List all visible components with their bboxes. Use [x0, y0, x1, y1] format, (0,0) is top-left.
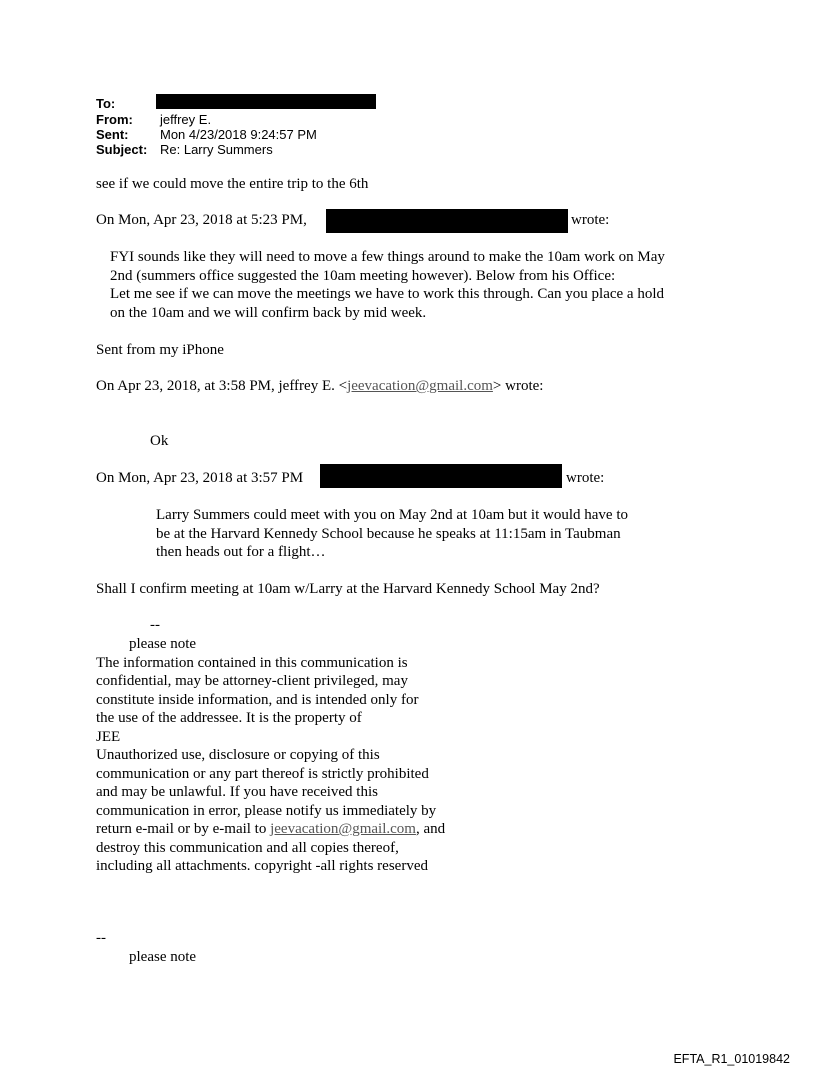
disclaimer-line: confidential, may be attorney-client privileged, may	[96, 673, 408, 689]
reply-line: see if we could move the entire trip to the 6th	[96, 176, 369, 192]
signature-dashes: --	[150, 617, 160, 633]
disclaimer-email-prefix: return e-mail or by e-mail to	[96, 821, 271, 837]
quote1-line: FYI sounds like they will need to move a few things around to make the 10am work on May	[110, 249, 665, 265]
sent-label: Sent:	[96, 127, 129, 142]
disclaimer-line: Unauthorized use, disclosure or copying of this	[96, 747, 380, 763]
quote1-line: 2nd (summers office suggested the 10am meeting however). Below from his Office:	[110, 267, 616, 284]
quote2-intro-suffix: > wrote:	[492, 378, 544, 394]
disclaimer-line: communication or any part thereof is strictly prohibited	[96, 765, 429, 782]
quote1-sender-redaction	[326, 209, 568, 233]
quote2-email-link[interactable]: jeevacation@gmail.com	[347, 378, 493, 394]
disclaimer-line: the use of the addressee. It is the property of	[96, 710, 362, 726]
disclaimer-line: communication in error, please notify us immediately by	[96, 802, 437, 819]
quote2-intro	[96, 377, 543, 396]
disclaimer-email-suffix: , and	[415, 821, 446, 837]
disclaimer-line: JEE	[96, 728, 121, 745]
quote3-line: Larry Summers could meet with you on May 2nd at 10am but it would have to	[156, 507, 629, 523]
disclaimer-line: and may be unlawful. If you have received this	[96, 784, 378, 800]
to-redaction	[156, 94, 376, 109]
disclaimer-line: constitute inside information, and is intended only for	[96, 691, 419, 708]
quote3-intro-suffix: wrote:	[566, 470, 605, 486]
disclaimer-line: destroy this communication and all copies thereof,	[96, 839, 399, 856]
ok-text: Ok	[150, 433, 169, 449]
from-value: jeffrey E.	[160, 112, 212, 127]
quote1-line: Let me see if we can move the meetings we have to work this through. Can you place a hold	[110, 286, 665, 303]
quote3-line: then heads out for a flight…	[156, 544, 326, 561]
disclaimer-email-link[interactable]: jeevacation@gmail.com	[270, 821, 416, 837]
quote2-intro-prefix: On Apr 23, 2018, at 3:58 PM, jeffrey E. <	[96, 378, 348, 394]
disclaimer-line: including all attachments. copyright -all rights reserved	[96, 858, 428, 874]
quote3-sender-redaction	[320, 464, 562, 488]
quote1-intro-suffix: wrote:	[571, 212, 610, 228]
subject-label: Subject:	[96, 142, 148, 157]
quote3-intro-prefix: On Mon, Apr 23, 2018 at 3:57 PM	[96, 470, 304, 486]
final-dashes: --	[96, 930, 106, 946]
quote1-intro-prefix: On Mon, Apr 23, 2018 at 5:23 PM,	[96, 212, 307, 228]
quote1-line: on the 10am and we will confirm back by mid week.	[110, 304, 427, 321]
signature-please-note: please note	[129, 636, 197, 652]
document-id: EFTA_R1_01019842	[673, 1052, 790, 1066]
subject-value: Re: Larry Summers	[160, 142, 273, 157]
disclaimer-line: The information contained in this communication is	[96, 654, 408, 671]
final-please-note: please note	[129, 949, 197, 965]
to-label: To:	[96, 96, 116, 111]
from-label: From:	[96, 112, 133, 127]
confirm-question: Shall I confirm meeting at 10am w/Larry at the Harvard Kennedy School May 2nd?	[96, 581, 600, 597]
sent-value: Mon 4/23/2018 9:24:57 PM	[160, 127, 317, 142]
signature-iphone: Sent from my iPhone	[96, 342, 224, 358]
quote3-line: be at the Harvard Kennedy School because he speaks at 11:15am in Taubman	[156, 525, 621, 542]
disclaimer-email-line	[96, 820, 445, 839]
